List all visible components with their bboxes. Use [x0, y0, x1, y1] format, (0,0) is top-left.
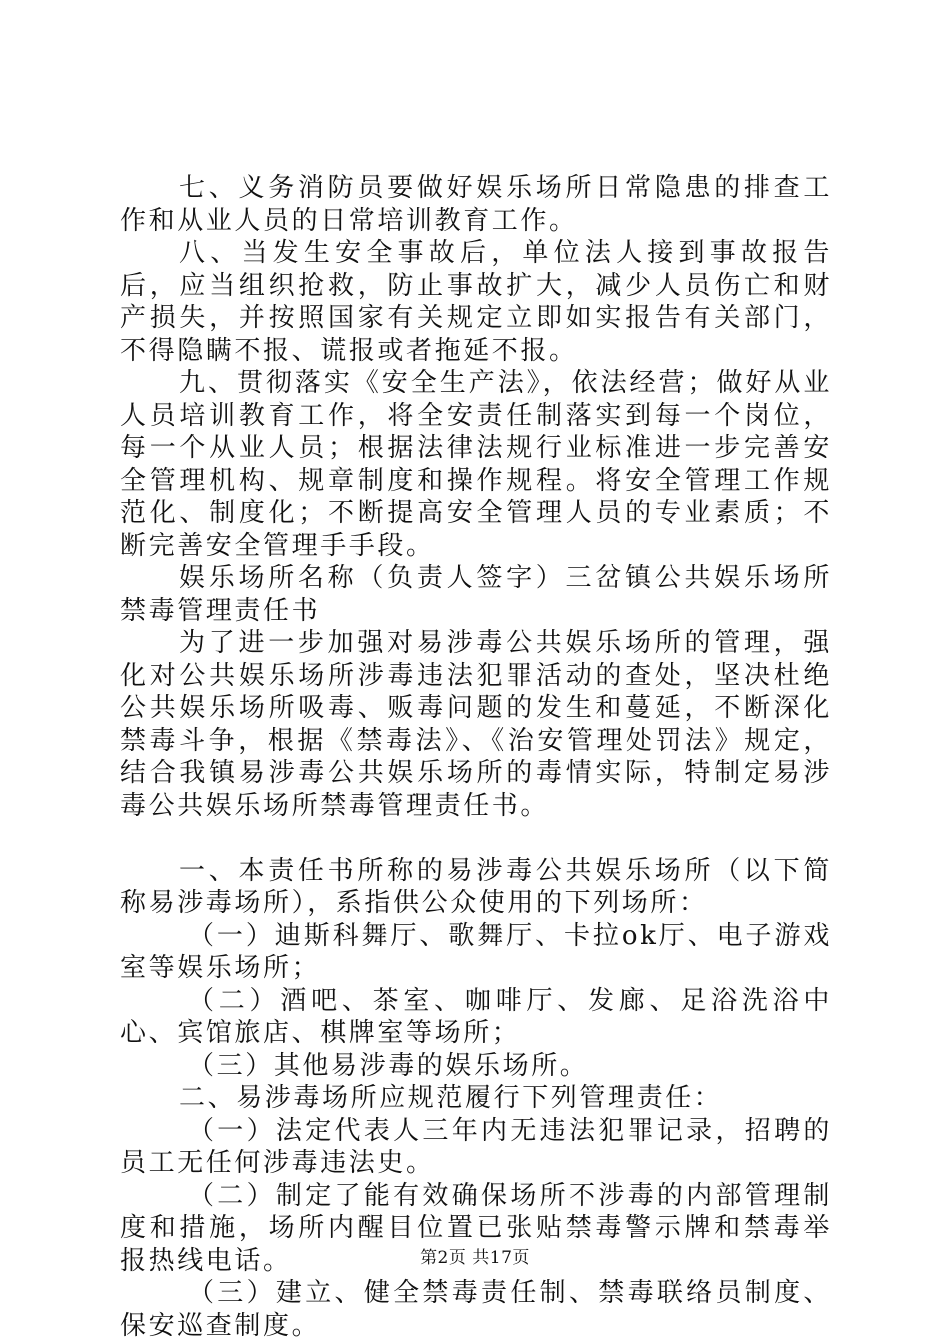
clause-1-sub-2: （二）酒吧、茶室、咖啡厅、发廊、足浴洗浴中心、宾馆旅店、棋牌室等场所； [120, 985, 832, 1048]
clause-1-sub-1: （一）迪斯科舞厅、歌舞厅、卡拉ok厅、电子游戏室等娱乐场所； [120, 920, 832, 983]
document-body [120, 172, 832, 1342]
responsibility-letter-title: 娱乐场所名称（负责人签字）三岔镇公共娱乐场所禁毒管理责任书 [120, 563, 832, 626]
paragraph-item-9: 九、贯彻落实《安全生产法》，依法经营；做好从业人员培训教育工作，将全安责任制落实到每一个岗位，每一个从业人员；根据法律法规行业标准进一步完善安全管理机构、规章制度和操作规程。将安全管理工作规范化、制度化；不断提高安全管理人员的专业素质；不断完善安全管理手手段。 [120, 368, 832, 561]
clause-2-sub-2: （二）制定了能有效确保场所不涉毒的内部管理制度和措施，场所内醒目位置已张贴禁毒警示牌和禁毒举报热线电话。 [120, 1180, 832, 1276]
blank-line [120, 822, 832, 855]
clause-2-sub-1: （一）法定代表人三年内无违法犯罪记录，招聘的员工无任何涉毒违法史。 [120, 1115, 832, 1178]
clause-2: 二、易涉毒场所应规范履行下列管理责任： [179, 1083, 723, 1113]
clause-1: 一、本责任书所称的易涉毒公共娱乐场所（以下简称易涉毒场所），系指供公众使用的下列场所： [120, 855, 832, 918]
clause-2-sub-3: （三）建立、健全禁毒责任制、禁毒联络员制度、保安巡查制度。 [120, 1278, 832, 1341]
paragraph-item-7: 七、义务消防员要做好娱乐场所日常隐患的排查工作和从业人员的日常培训教育工作。 [120, 173, 832, 236]
page-number-footer: 第2页 共17页 [420, 1248, 530, 1268]
clause-1-sub-3: （三）其他易涉毒的娱乐场所。 [188, 1050, 589, 1081]
paragraph-item-8: 八、当发生安全事故后，单位法人接到事故报告后，应当组织抢救，防止事故扩大，减少人员伤亡和财产损失，并按照国家有关规定立即如实报告有关部门，不得隐瞒不报、谎报或者拖延不报。 [120, 238, 832, 366]
intro-paragraph: 为了进一步加强对易涉毒公共娱乐场所的管理，强化对公共娱乐场所涉毒违法犯罪活动的查处，坚决杜绝公共娱乐场所吸毒、贩毒问题的发生和蔓延，不断深化禁毒斗争，根据《禁毒法》、《治安管理处罚法》规定，结合我镇易涉毒公共娱乐场所的毒情实际，特制定易涉毒公共娱乐场所禁毒管理责任书。 [120, 628, 832, 821]
